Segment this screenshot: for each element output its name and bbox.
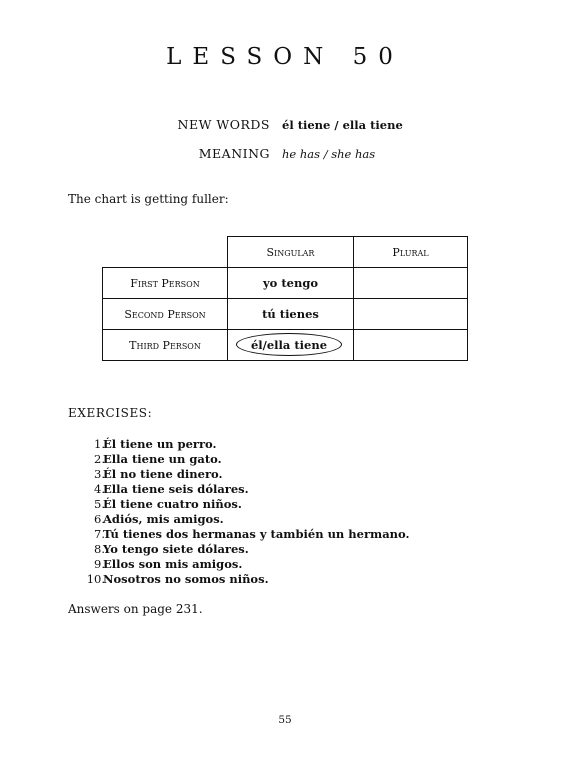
exercise-number: 3. (94, 467, 105, 481)
exercise-number: 10. (86, 572, 105, 586)
header-singular: Singular (227, 236, 354, 268)
lesson-title: LESSON 50 (166, 44, 404, 70)
singular-second: tú tienes (227, 298, 354, 330)
new-words-label: NEW WORDS (177, 117, 270, 132)
new-words-value: él tiene / ella tiene (282, 118, 403, 132)
exercise-text: Ella tiene un gato. (103, 452, 222, 466)
exercise-number: 5. (94, 497, 105, 511)
singular-third: él/ella tiene (250, 337, 328, 352)
exercise-text: Yo tengo siete dólares. (103, 542, 249, 556)
exercise-number: 6. (94, 512, 105, 526)
intro-text: The chart is getting fuller: (68, 192, 229, 206)
exercise-number: 1. (94, 437, 105, 451)
highlight-oval (236, 333, 342, 356)
exercise-item (68, 527, 528, 542)
exercise-text: Nosotros no somos niños. (103, 572, 269, 586)
singular-first: yo tengo (227, 267, 354, 299)
exercise-text: Ellos son mis amigos. (103, 557, 243, 571)
exercise-text: Adiós, mis amigos. (103, 512, 224, 526)
exercise-number: 9. (94, 557, 105, 571)
exercise-item (68, 512, 528, 527)
exercise-text: Él tiene cuatro niños. (103, 497, 242, 511)
exercise-item (68, 452, 528, 467)
exercise-item (68, 497, 528, 512)
exercise-item (68, 437, 528, 452)
exercise-item (68, 542, 528, 557)
exercise-number: 2. (94, 452, 105, 466)
exercise-item (68, 557, 528, 572)
exercise-text: Tú tienes dos hermanas y también un hermano. (103, 527, 410, 541)
plural-second (353, 298, 468, 330)
exercise-number: 4. (94, 482, 105, 496)
header-plural: Plural (353, 236, 468, 268)
person-second: Second Person (102, 298, 228, 330)
exercise-text: Él no tiene dinero. (103, 467, 223, 481)
singular-third-cell (227, 329, 354, 361)
exercise-text: Él tiene un perro. (103, 437, 217, 451)
person-third: Third Person (102, 329, 228, 361)
exercise-number: 8. (94, 542, 105, 556)
exercise-item (68, 467, 528, 482)
meaning-value: he has / she has (282, 147, 376, 161)
answers-note: Answers on page 231. (68, 602, 203, 616)
exercise-item (68, 572, 528, 587)
plural-third (353, 329, 468, 361)
exercise-list (68, 437, 528, 587)
exercise-text: Ella tiene seis dólares. (103, 482, 249, 496)
person-first: First Person (102, 267, 228, 299)
exercise-item (68, 482, 528, 497)
page-number: 55 (278, 714, 292, 726)
meaning-label: MEANING (198, 146, 270, 161)
exercises-heading: EXERCISES: (68, 406, 153, 420)
exercise-number: 7. (94, 527, 105, 541)
plural-first (353, 267, 468, 299)
